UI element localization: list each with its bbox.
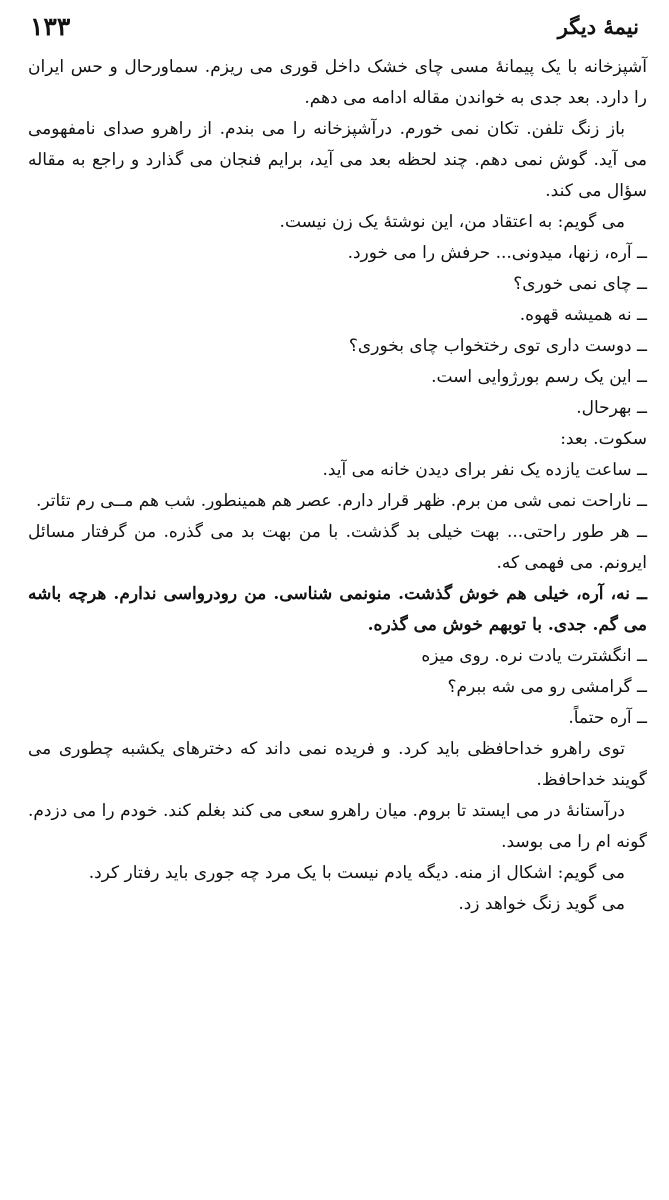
paragraph: توی راهرو خداحافظی باید کرد. و فریده نمی داند که دخترهای یکشبه چطوری می گویند خداحافظ. (28, 739, 647, 790)
dialogue-line: ــ بهرحال. (576, 398, 647, 418)
dialogue-line: ــ ساعت یازده یک نفر برای دیدن خانه می آید. (322, 460, 647, 480)
dialogue-line: ــ این یک رسم بورژوایی است. (431, 367, 647, 387)
dialogue-line: ــ چای نمی خوری؟ (513, 274, 647, 294)
paragraph: باز زنگ تلفن. تکان نمی خورم. درآشپزخانه را می بندم. از راهرو صدای نامفهومی می آید. گوش نمی دهم. چند لحظه بعد می آید، برایم فنجان می گذارد و راجع به مقاله سؤال می کند. (28, 119, 647, 201)
paragraph: سکوت. بعد: (560, 429, 647, 449)
paragraph: می گویم: اشکال از منه. دیگه یادم نیست با یک مرد چه جوری باید رفتار کرد. (88, 863, 625, 883)
dialogue-line: ــ گرامشی رو می شه ببرم؟ (447, 677, 647, 697)
dialogue-line: ــ نه، آره، خیلی هم خوش گذشت. منونمی شناسی. من رودرواسی ندارم. هرچه باشه می گم. جدی. با توبهم خوش می گذره. (28, 584, 647, 635)
paragraph: می گوید زنگ خواهد زد. (458, 894, 625, 914)
dialogue-line: ــ آره حتماً. (568, 708, 647, 728)
paragraph: آشپزخانه با یک پیمانهٔ مسی چای خشک داخل قوری می ریزم. سماورحال و حس ایران را دارد. بعد جدی به خواندن مقاله ادامه می دهم. (28, 57, 647, 108)
page-number: ۱۳۳ (30, 12, 71, 41)
paragraph: می گویم: به اعتقاد من، این نوشتهٔ یک زن نیست. (279, 212, 625, 232)
dialogue-line: ــ نه همیشه قهوه. (519, 305, 647, 325)
paragraph: درآستانهٔ در می ایستد تا بروم. میان راهرو سعی می کند بغلم کند. خودم را می دزدم. گونه ام را می بوسد. (28, 801, 647, 852)
dialogue-line: ــ دوست داری توی رختخواب چای بخوری؟ (348, 336, 647, 356)
dialogue-line: ــ ناراحت نمی شی من برم. ظهر قرار دارم. عصر هم همینطور. شب هم مــی رم تئاتر. (36, 491, 647, 511)
book-title: نیمهٔ دیگر (557, 14, 639, 39)
running-header (30, 10, 639, 44)
dialogue-line: ــ آره، زنها، میدونی... حرفش را می خورد. (347, 243, 647, 263)
dialogue-line: ــ هر طور راحتی... بهت خیلی بد گذشت. با من بهت بد می گذره. من گرفتار مسائل ایرونم. می فهمی که. (28, 522, 647, 573)
body-text (28, 52, 647, 920)
dialogue-line: ــ انگشترت یادت نره. روی میزه (421, 646, 647, 666)
